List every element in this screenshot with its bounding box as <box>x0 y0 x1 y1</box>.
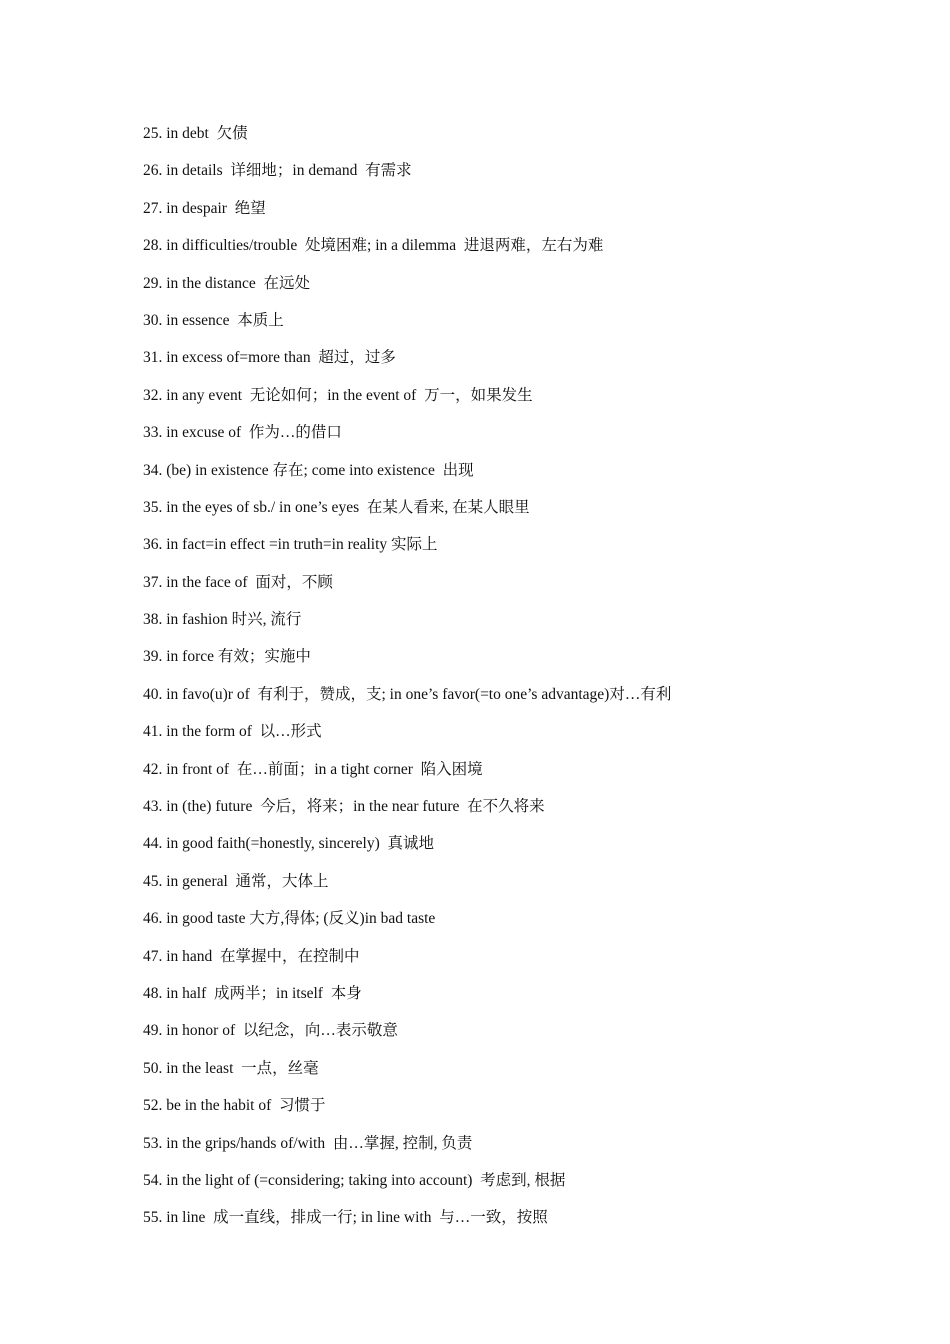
list-item: 47. in hand 在掌握中，在控制中 <box>143 947 360 965</box>
list-item: 48. in half 成两半；in itself 本身 <box>143 984 362 1002</box>
list-item: 26. in details 详细地；in demand 有需求 <box>143 162 412 180</box>
list-item: 25. in debt 欠债 <box>143 125 248 142</box>
list-item: 29. in the distance 在远处 <box>143 274 311 292</box>
list-item: 41. in the form of 以…形式 <box>143 723 322 741</box>
list-item: 37. in the face of 面对，不顾 <box>143 573 333 591</box>
list-item: 55. in line 成一直线，排成一行; in line with 与…一致，按照 <box>143 1209 548 1227</box>
list-item: 36. in fact=in effect =in truth=in reality 实际上 <box>143 536 438 554</box>
list-item: 49. in honor of 以纪念，向…表示敬意 <box>143 1022 398 1040</box>
list-item: 46. in good taste 大方,得体; (反义)in bad taste <box>143 910 436 928</box>
list-item: 35. in the eyes of sb./ in one’s eyes 在某人看来, 在某人眼里 <box>143 498 530 516</box>
list-item: 27. in despair 绝望 <box>143 199 266 217</box>
list-item: 39. in force 有效；实施中 <box>143 648 311 666</box>
list-item: 45. in general 通常，大体上 <box>143 872 329 890</box>
list-item: 52. be in the habit of 习惯于 <box>143 1097 326 1115</box>
list-item: 38. in fashion 时兴, 流行 <box>143 611 302 629</box>
phrase-list <box>143 122 903 1244</box>
list-item: 44. in good faith(=honestly, sincerely) 真诚地 <box>143 835 434 853</box>
list-item: 33. in excuse of 作为…的借口 <box>143 424 342 442</box>
list-item: 50. in the least 一点，丝毫 <box>143 1059 319 1077</box>
list-item: 43. in (the) future 今后，将来；in the near future 在不久将来 <box>143 798 545 816</box>
list-item: 28. in difficulties/trouble 处境困难; in a dilemma 进退两难，左右为难 <box>143 237 604 255</box>
list-item: 54. in the light of (=considering; taking into account) 考虑到, 根据 <box>143 1171 566 1189</box>
list-item: 34. (be) in existence 存在; come into existence 出现 <box>143 461 474 479</box>
list-item: 40. in favo(u)r of 有利于，赞成，支; in one’s favor(=to one’s advantage)对…有利 <box>143 685 672 703</box>
list-item: 31. in excess of=more than 超过，过多 <box>143 349 396 367</box>
list-item: 42. in front of 在…前面；in a tight corner 陷入困境 <box>143 760 483 778</box>
list-item: 32. in any event 无论如何；in the event of 万一，如果发生 <box>143 386 533 404</box>
list-item: 53. in the grips/hands of/with 由…掌握, 控制, 负责 <box>143 1134 473 1152</box>
list-item: 30. in essence 本质上 <box>143 311 284 329</box>
